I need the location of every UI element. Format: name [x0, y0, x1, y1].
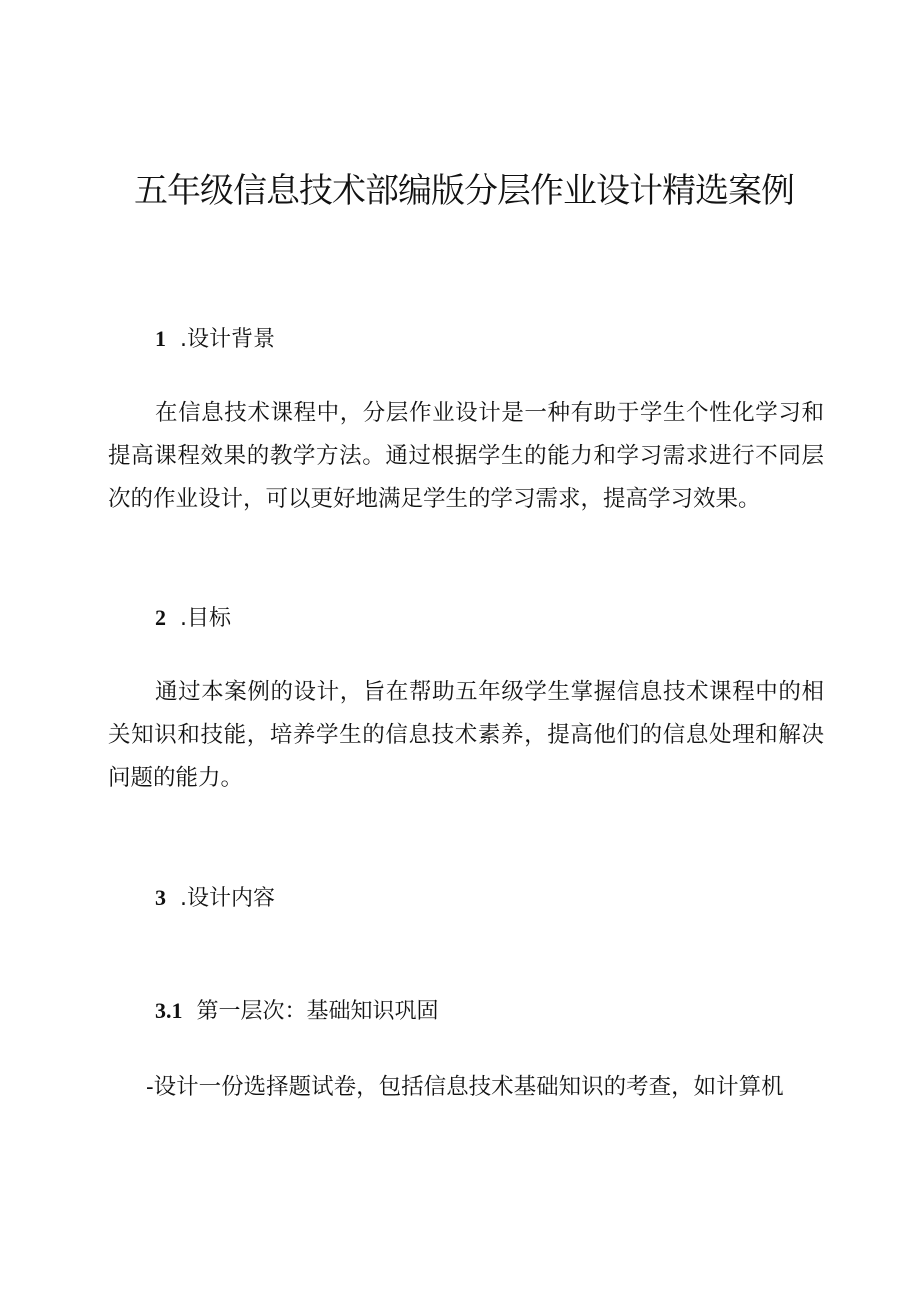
section-label: .设计背景: [180, 327, 275, 352]
section-heading-content: [155, 883, 275, 914]
section-label: .设计内容: [180, 886, 275, 911]
subsection-paragraph: -设计一份选择题试卷，包括信息技术基础知识的考查，如计算机: [146, 1074, 784, 1100]
section-heading-goal: [155, 603, 231, 634]
section-number: 1: [155, 326, 166, 351]
subsection-number: 3.1: [155, 998, 183, 1023]
section-paragraph-goal: 通过本案例的设计，旨在帮助五年级学生掌握信息技术课程中的相关知识和技能，培养学生的信息技术素养，提高他们的信息处理和解决问题的能力。: [108, 679, 824, 791]
subsection-heading: [155, 996, 439, 1027]
section-label: .目标: [180, 606, 231, 631]
subsection-label: 第一层次：基础知识巩固: [196, 999, 439, 1024]
section-paragraph-background: 在信息技术课程中，分层作业设计是一种有助于学生个性化学习和提高课程效果的教学方法。通过根据学生的能力和学习需求进行不同层次的作业设计，可以更好地满足学生的学习需求，提高学习效果。: [108, 400, 824, 512]
document-title: 五年级信息技术部编版分层作业设计精选案例: [134, 171, 794, 211]
section-heading-background: [155, 324, 275, 355]
section-number: 2: [155, 605, 166, 630]
section-number: 3: [155, 885, 166, 910]
